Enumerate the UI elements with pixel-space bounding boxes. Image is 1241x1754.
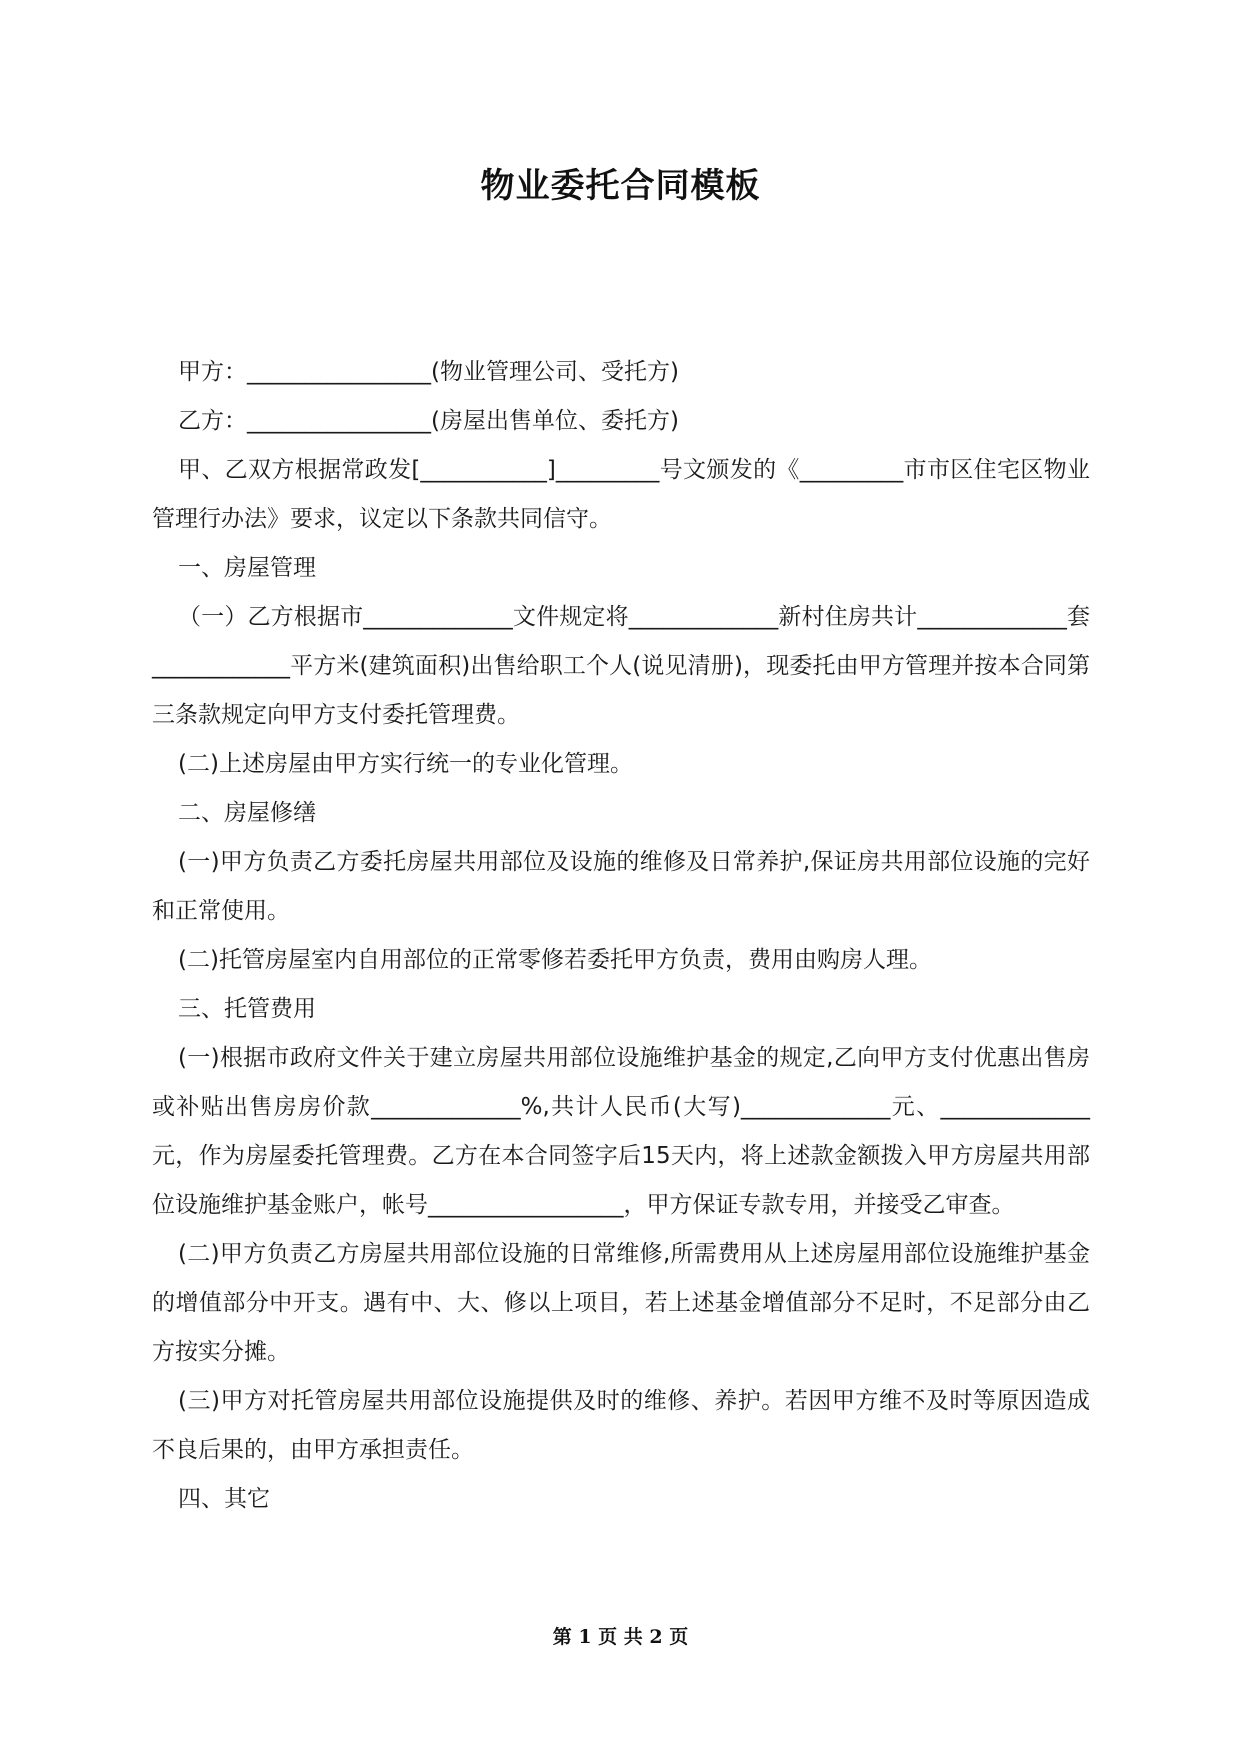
clause-3-1: (一)根据市政府文件关于建立房屋共用部位设施维护基金的规定,乙向甲方支付优惠出售房或补贴出售房房价款_____________%,共计人民币(大写)_____________元、_____________元，作为房屋委托管理费。乙方在本合同签字后15天内，将上述款金额拨入甲方房屋共用部位设施维护基金账户，帐号_________________，甲方保证专款专用，并接受乙审查。 [152,1045,1090,1218]
document-body [152,348,1090,1524]
section-heading-other: 四、其它 [178,1486,270,1512]
section-heading-housing-management: 一、房屋管理 [178,555,316,581]
clause-1-2: (二)上述房屋由甲方实行统一的专业化管理。 [178,751,633,777]
section-heading-housing-repair: 二、房屋修缮 [178,800,316,826]
document-title: 物业委托合同模板 [480,166,761,206]
clause-2-2: (二)托管房屋室内自用部位的正常零修若委托甲方负责，费用由购房人理。 [178,947,932,973]
party-a-line: 甲方：________________(物业管理公司、受托方) [178,359,679,385]
party-b-line: 乙方：________________(房屋出售单位、委托方) [178,408,679,434]
clause-3-2: (二)甲方负责乙方房屋共用部位设施的日常维修,所需费用从上述房屋用部位设施维护基金的增值部分中开支。遇有中、大、修以上项目，若上述基金增值部分不足时，不足部分由乙方按实分摊。 [152,1241,1090,1365]
page-number-footer: 第 1 页 共 2 页 [552,1626,689,1648]
clause-1-1: （一）乙方根据市_____________文件规定将_____________新村住房共计_____________套____________平方米(建筑面积)出售给职工个人(说见清册)，现委托由甲方管理并按本合同第三条款规定向甲方支付委托管理费。 [152,604,1090,728]
clause-2-1: (一)甲方负责乙方委托房屋共用部位及设施的维修及日常养护,保证房共用部位设施的完好和正常使用。 [152,849,1090,924]
clause-3-3: (三)甲方对托管房屋共用部位设施提供及时的维修、养护。若因甲方维不及时等原因造成不良后果的，由甲方承担责任。 [152,1388,1090,1463]
section-heading-fees: 三、托管费用 [178,996,316,1022]
preamble-paragraph: 甲、乙双方根据常政发[___________]_________号文颁发的《_________市市区住宅区物业管理行办法》要求，议定以下条款共同信守。 [152,457,1090,532]
